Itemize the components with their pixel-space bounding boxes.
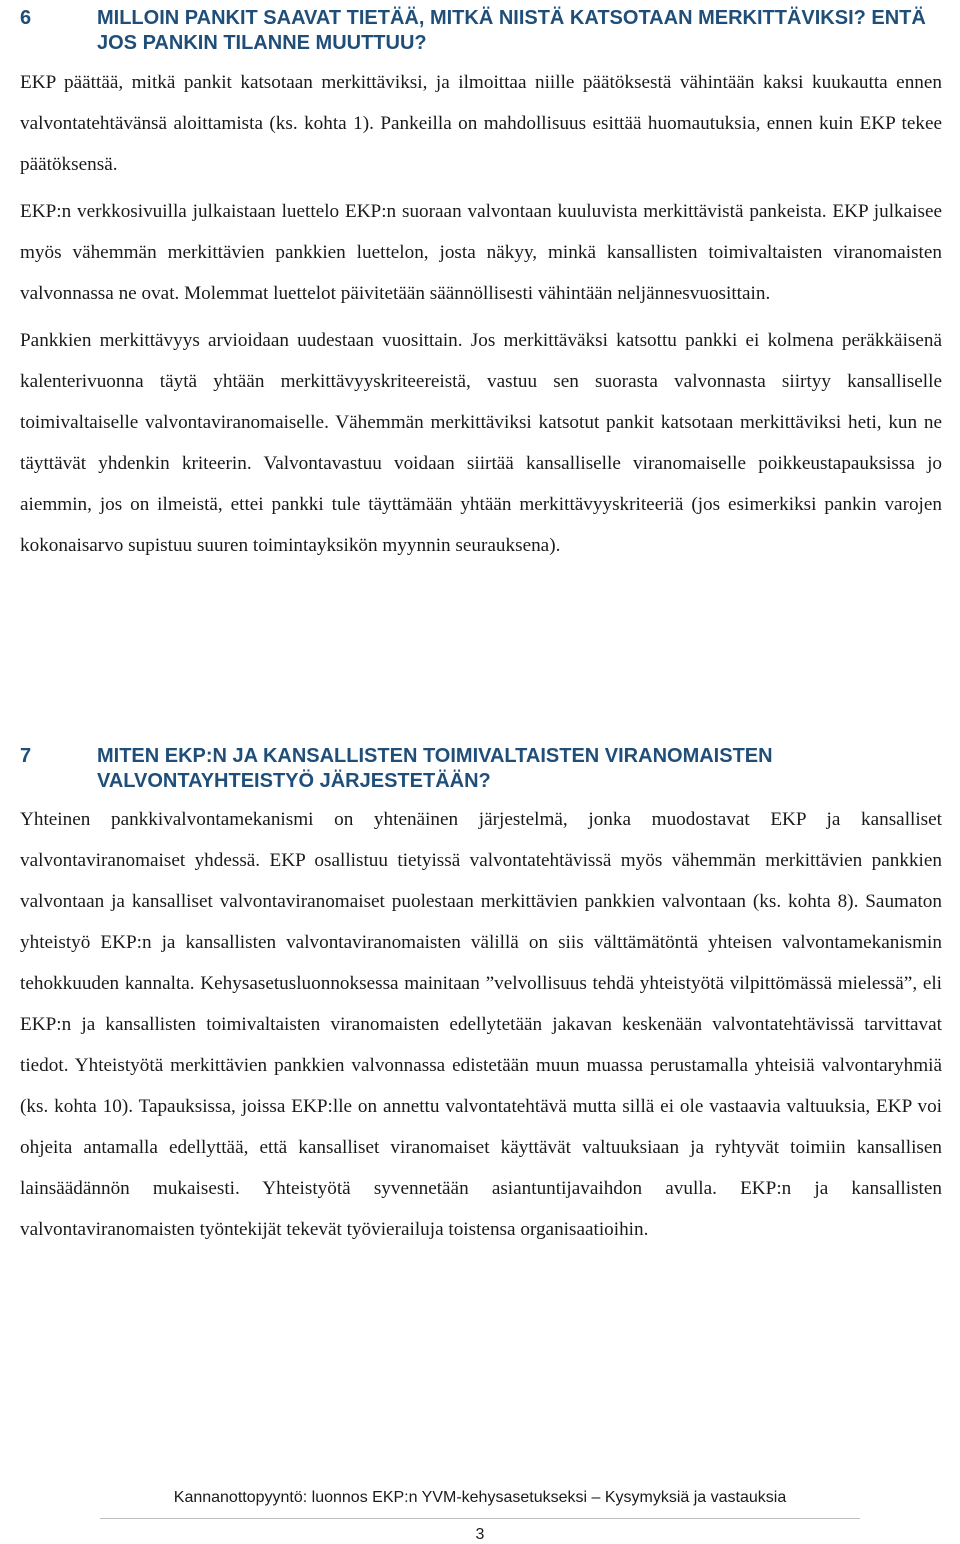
section-7-heading [20, 744, 942, 794]
section-7-number: 7 [20, 745, 32, 767]
section-6-paragraph-3: Pankkien merkittävyys arvioidaan uudestaan vuosittain. Jos merkittäväksi katsottu pankki ei kolmena peräkkäisenä kalenterivuonna täytä yhtään merkittävyyskriteereistä, vastuu sen suorasta valvonnasta siirtyy kansalliselle toimivaltaiselle valvontaviranomaiselle. Vähemmän merkittäviksi katsotut pankit katsotaan merkittäviksi heti, kun ne täyttävät yhdenkin kriteerin. Valvontavastuu voidaan siirtää kansalliselle viranomaiselle poikkeustapauksissa jo aiemmin, jos on ilmeistä, ettei pankki tule täyttämään yhtään merkittävyyskriteeriä (jos esimerkiksi pankin varojen kokonaisarvo supistuu suuren toimintayksikön myynnin seurauksena). [20, 330, 942, 556]
section-7 [20, 744, 942, 1250]
section-6-paragraph-2: EKP:n verkkosivuilla julkaistaan luettelo EKP:n suoraan valvontaan kuuluvista merkittävistä pankeista. EKP julkaisee myös vähemmän merkittävien pankkien luettelon, josta näkyy, minkä kansallisten toimivaltaisten viranomaisten valvonnassa ne ovat. Molemmat luettelot päivitetään säännöllisesti vähintään neljännesvuosittain. [20, 201, 942, 304]
page-footer: Kannanottopyyntö: luonnos EKP:n YVM-kehysasetukseksi – Kysymyksiä ja vastauksia [173, 1489, 787, 1506]
section-7-paragraph-1: Yhteinen pankkivalvontamekanismi on yhtenäinen järjestelmä, jonka muodostavat EKP ja kansalliset valvontaviranomaiset yhdessä. EKP osallistuu tietyissä valvontatehtävissä myös vähemmän merkittävien pankkien valvontaan ja kansalliset valvontaviranomaiset puolestaan merkittävien pankkien valvontaan (ks. kohta 8). Saumaton yhteistyö EKP:n ja kansallisten valvontaviranomaisten välillä on siis välttämätöntä yhteisen valvontamekanismin tehokkuuden kannalta. Kehysasetusluonnoksessa mainitaan ”velvollisuus tehdä yhteistyötä vilpittömässä mielessä”, eli EKP:n ja kansallisten toimivaltaisten viranomaisten edellytetään jakavan keskenään valvontatehtävissä tarvittavat tiedot. Yhteistyötä merkittävien pankkien valvonnassa edistetään muun muassa perustamalla yhteisiä valvontaryhmiä (ks. kohta 10). Tapauksissa, joissa EKP:lle on annettu valvontatehtävä mutta sillä ei ole vastaavia valtuuksia, EKP voi ohjeita antamalla edellyttää, että kansalliset viranomaiset käyttävät valtuuksiaan ja ryhtyvät toimiin kansallisen lainsäädännön mukaisesti. Yhteistyötä syvennetään asiantuntijavaihdon avulla. EKP:n ja kansallisten valvontaviranomaisten työntekijät tekevät työvierailuja toistensa organisaatioihin. [20, 809, 942, 1240]
section-6 [20, 6, 942, 566]
page-number: 3 [475, 1526, 485, 1543]
section-6-paragraph-1: EKP päättää, mitkä pankit katsotaan merkittäviksi, ja ilmoittaa niille päätöksestä vähintään kaksi kuukautta ennen valvontatehtävänsä aloittamista (ks. kohta 1). Pankeilla on mahdollisuus esittää huomautuksia, ennen kuin EKP tekee päätöksensä. [20, 72, 942, 175]
section-6-heading [20, 6, 942, 56]
section-7-title: MITEN EKP:N JA KANSALLISTEN TOIMIVALTAISTEN VIRANOMAISTEN VALVONTAYHTEISTYÖ JÄRJESTETÄÄN? [97, 745, 773, 792]
footer-divider [100, 1518, 860, 1519]
section-6-number: 6 [20, 7, 32, 29]
section-6-title: MILLOIN PANKIT SAAVAT TIETÄÄ, MITKÄ NIISTÄ KATSOTAAN MERKITTÄVIKSI? ENTÄ JOS PANKIN TILANNE MUUTTUU? [97, 7, 926, 54]
